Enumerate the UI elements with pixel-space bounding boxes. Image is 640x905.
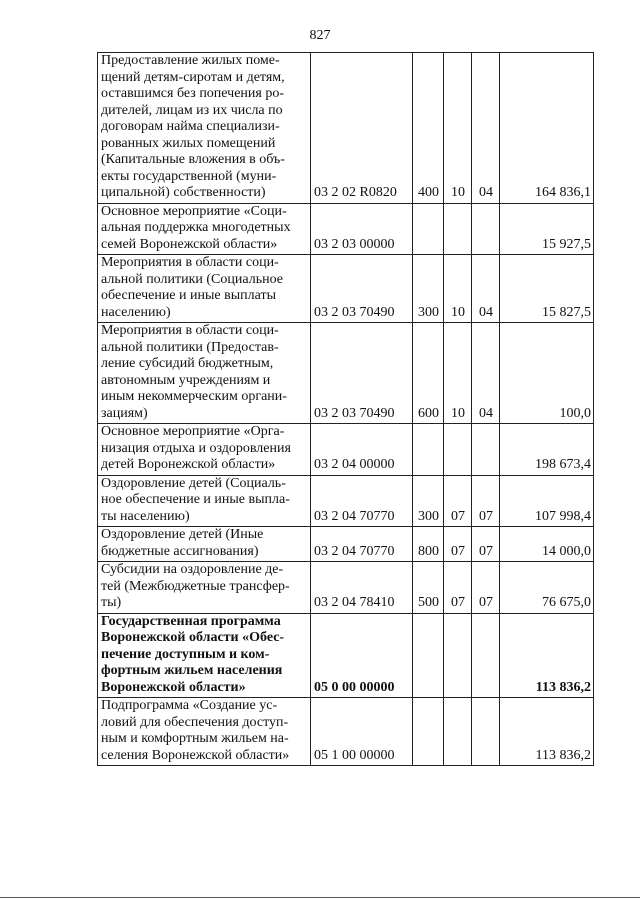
item-name-line: Государственная программа: [101, 613, 281, 629]
section-cell: 07: [444, 475, 472, 527]
budget-table-body: [98, 53, 594, 766]
expense-type-cell: 300: [413, 475, 444, 527]
item-name-line: фортным жильем населения: [101, 663, 283, 678]
table-row: [98, 203, 594, 255]
section-cell: 10: [444, 255, 472, 323]
item-name-line: Основное мероприятие «Орга-: [101, 424, 285, 439]
item-name-cell: [98, 562, 311, 614]
subsection-cell: 04: [472, 53, 500, 204]
expense-type-cell: 500: [413, 562, 444, 614]
item-name-line: автономным учреждениям и: [101, 372, 271, 388]
section-cell: 10: [444, 53, 472, 204]
item-name-line: рованных жилых помещений: [101, 135, 276, 151]
amount-cell: 164 836,1: [500, 53, 594, 204]
table-row: [98, 255, 594, 323]
subsection-cell: [472, 424, 500, 476]
amount-cell: 100,0: [500, 323, 594, 424]
target-code-cell: 03 2 03 70490: [311, 255, 413, 323]
subsection-cell: [472, 698, 500, 766]
item-name-line: Оздоровление детей (Социаль-: [101, 475, 286, 491]
target-code-cell: 03 2 03 70490: [311, 323, 413, 424]
item-name-line: ление субсидий бюджетным,: [101, 356, 274, 371]
item-name-line: населению): [101, 304, 171, 320]
item-name-cell: [98, 424, 311, 476]
amount-cell: 107 998,4: [500, 475, 594, 527]
subsection-cell: [472, 613, 500, 698]
amount-cell: 198 673,4: [500, 424, 594, 476]
item-name-line: альной политики (Предостав-: [101, 339, 279, 355]
item-name-line: низация отдыха и оздоровления: [101, 440, 291, 456]
table-row: [98, 613, 594, 698]
table-row: [98, 53, 594, 204]
item-name-line: Воронежской области»: [101, 679, 246, 695]
subsection-cell: 07: [472, 527, 500, 562]
target-code-cell: 03 2 02 R0820: [311, 53, 413, 204]
section-cell: 10: [444, 323, 472, 424]
item-name-line: ципальной) собственности): [101, 185, 266, 200]
table-row: [98, 323, 594, 424]
item-name-line: Оздоровление детей (Иные: [101, 527, 264, 542]
item-name-line: ты населению): [101, 508, 190, 524]
item-name-line: альная поддержка многодетных: [101, 220, 291, 235]
budget-table: [97, 52, 594, 766]
target-code-cell: 03 2 03 00000: [311, 203, 413, 255]
item-name-line: семей Воронежской области»: [101, 236, 278, 252]
table-row: [98, 698, 594, 766]
bottom-rule: [0, 897, 640, 898]
item-name-line: щений детям-сиротам и детям,: [101, 69, 285, 85]
item-name-cell: [98, 613, 311, 698]
target-code-cell: 03 2 04 00000: [311, 424, 413, 476]
section-cell: [444, 203, 472, 255]
item-name-line: ным и комфортным жильем на-: [101, 731, 289, 746]
item-name-line: Мероприятия в области соци-: [101, 323, 279, 338]
item-name-cell: [98, 323, 311, 424]
item-name-cell: [98, 203, 311, 255]
item-name-line: тей (Межбюджетные трансфер-: [101, 578, 290, 594]
amount-cell: 113 836,2: [500, 698, 594, 766]
table-row: [98, 527, 594, 562]
target-code-cell: 05 0 00 00000: [311, 613, 413, 698]
expense-type-cell: 400: [413, 53, 444, 204]
item-name-line: ловий для обеспечения доступ-: [101, 714, 289, 730]
target-code-cell: 03 2 04 70770: [311, 527, 413, 562]
item-name-line: Мероприятия в области соци-: [101, 255, 279, 270]
item-name-line: бюджетные ассигнования): [101, 543, 259, 559]
amount-cell: 14 000,0: [500, 527, 594, 562]
target-code-cell: 05 1 00 00000: [311, 698, 413, 766]
section-cell: 07: [444, 527, 472, 562]
item-name-line: альной политики (Социальное: [101, 271, 283, 287]
item-name-cell: [98, 255, 311, 323]
item-name-line: обеспечение и иные выплаты: [101, 288, 276, 303]
table-row: [98, 562, 594, 614]
amount-cell: 15 827,5: [500, 255, 594, 323]
item-name-line: оставшимся без попечения ро-: [101, 86, 285, 101]
page-number: 827: [309, 28, 331, 43]
expense-type-cell: [413, 613, 444, 698]
item-name-line: дителей, лицам из их числа по: [101, 102, 283, 118]
expense-type-cell: [413, 424, 444, 476]
section-cell: [444, 424, 472, 476]
item-name-cell: [98, 527, 311, 562]
item-name-line: Подпрограмма «Создание ус-: [101, 698, 278, 713]
item-name-line: ное обеспечение и иные выпла-: [101, 492, 290, 507]
subsection-cell: 04: [472, 255, 500, 323]
item-name-line: Субсидии на оздоровление де-: [101, 562, 284, 577]
target-code-cell: 03 2 04 70770: [311, 475, 413, 527]
section-cell: [444, 613, 472, 698]
expense-type-cell: [413, 698, 444, 766]
item-name-cell: [98, 53, 311, 204]
amount-cell: 113 836,2: [500, 613, 594, 698]
item-name-line: (Капитальные вложения в объ-: [101, 152, 285, 167]
item-name-line: договорам найма специализи-: [101, 119, 280, 134]
amount-cell: 76 675,0: [500, 562, 594, 614]
subsection-cell: 04: [472, 323, 500, 424]
item-name-line: печение доступным и ком-: [101, 646, 270, 662]
subsection-cell: 07: [472, 475, 500, 527]
item-name-line: детей Воронежской области»: [101, 457, 276, 472]
item-name-line: ты): [101, 595, 122, 610]
amount-cell: 15 927,5: [500, 203, 594, 255]
item-name-line: селения Воронежской области»: [101, 747, 290, 763]
subsection-cell: [472, 203, 500, 255]
subsection-cell: 07: [472, 562, 500, 614]
table-row: [98, 424, 594, 476]
item-name-cell: [98, 475, 311, 527]
item-name-cell: [98, 698, 311, 766]
expense-type-cell: [413, 203, 444, 255]
section-cell: [444, 698, 472, 766]
expense-type-cell: 300: [413, 255, 444, 323]
item-name-line: зациям): [101, 405, 148, 421]
item-name-line: Основное мероприятие «Соци-: [101, 203, 287, 219]
item-name-line: Воронежской области «Обес-: [101, 630, 285, 645]
table-row: [98, 475, 594, 527]
target-code-cell: 03 2 04 78410: [311, 562, 413, 614]
section-cell: 07: [444, 562, 472, 614]
item-name-line: екты государственной (муни-: [101, 168, 277, 184]
item-name-line: иным некоммерческим органи-: [101, 389, 287, 404]
expense-type-cell: 800: [413, 527, 444, 562]
item-name-line: Предоставление жилых поме-: [101, 53, 280, 68]
expense-type-cell: 600: [413, 323, 444, 424]
